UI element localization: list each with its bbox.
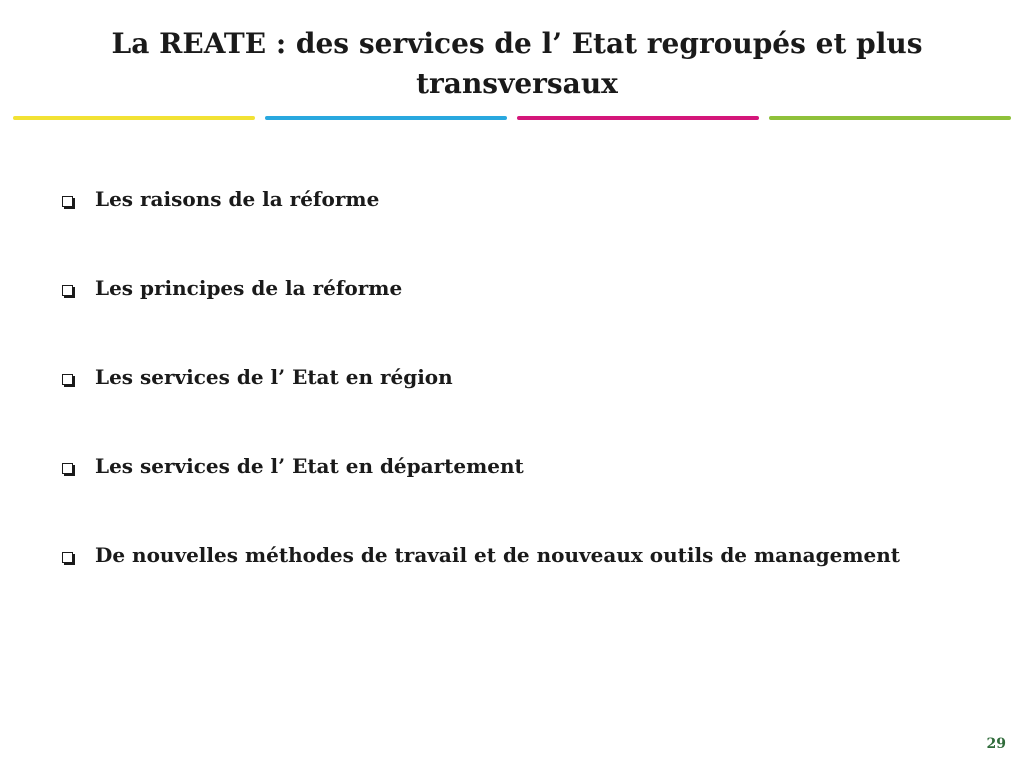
divider-magenta: [517, 116, 759, 120]
slide-title-line-1: La REATE : des services de l’ Etat regroupés et plus: [111, 27, 923, 60]
bullet-text: De nouvelles méthodes de travail et de nouveaux outils de management: [95, 543, 900, 567]
checkbox-bullet-icon: [62, 285, 73, 296]
divider-blue: [265, 116, 507, 120]
bullet-item: [62, 365, 900, 457]
bullet-list: [62, 187, 900, 635]
slide-title-line-2: transversaux: [416, 67, 618, 100]
bullet-text: Les raisons de la réforme: [95, 187, 380, 211]
divider-yellow: [13, 116, 255, 120]
checkbox-bullet-icon: [62, 374, 73, 385]
checkbox-bullet-icon: [62, 463, 73, 474]
bullet-item: [62, 543, 900, 635]
bullet-item: [62, 276, 900, 368]
bullet-item: [62, 187, 900, 279]
page-number: 29: [986, 736, 1006, 752]
divider-green: [769, 116, 1011, 120]
bullet-text: Les services de l’ Etat en département: [95, 454, 524, 478]
bullet-text: Les principes de la réforme: [95, 276, 403, 300]
bullet-text: Les services de l’ Etat en région: [95, 365, 453, 389]
bullet-item: [62, 454, 900, 546]
checkbox-bullet-icon: [62, 552, 73, 563]
slide-title: [40, 24, 994, 104]
checkbox-bullet-icon: [62, 196, 73, 207]
